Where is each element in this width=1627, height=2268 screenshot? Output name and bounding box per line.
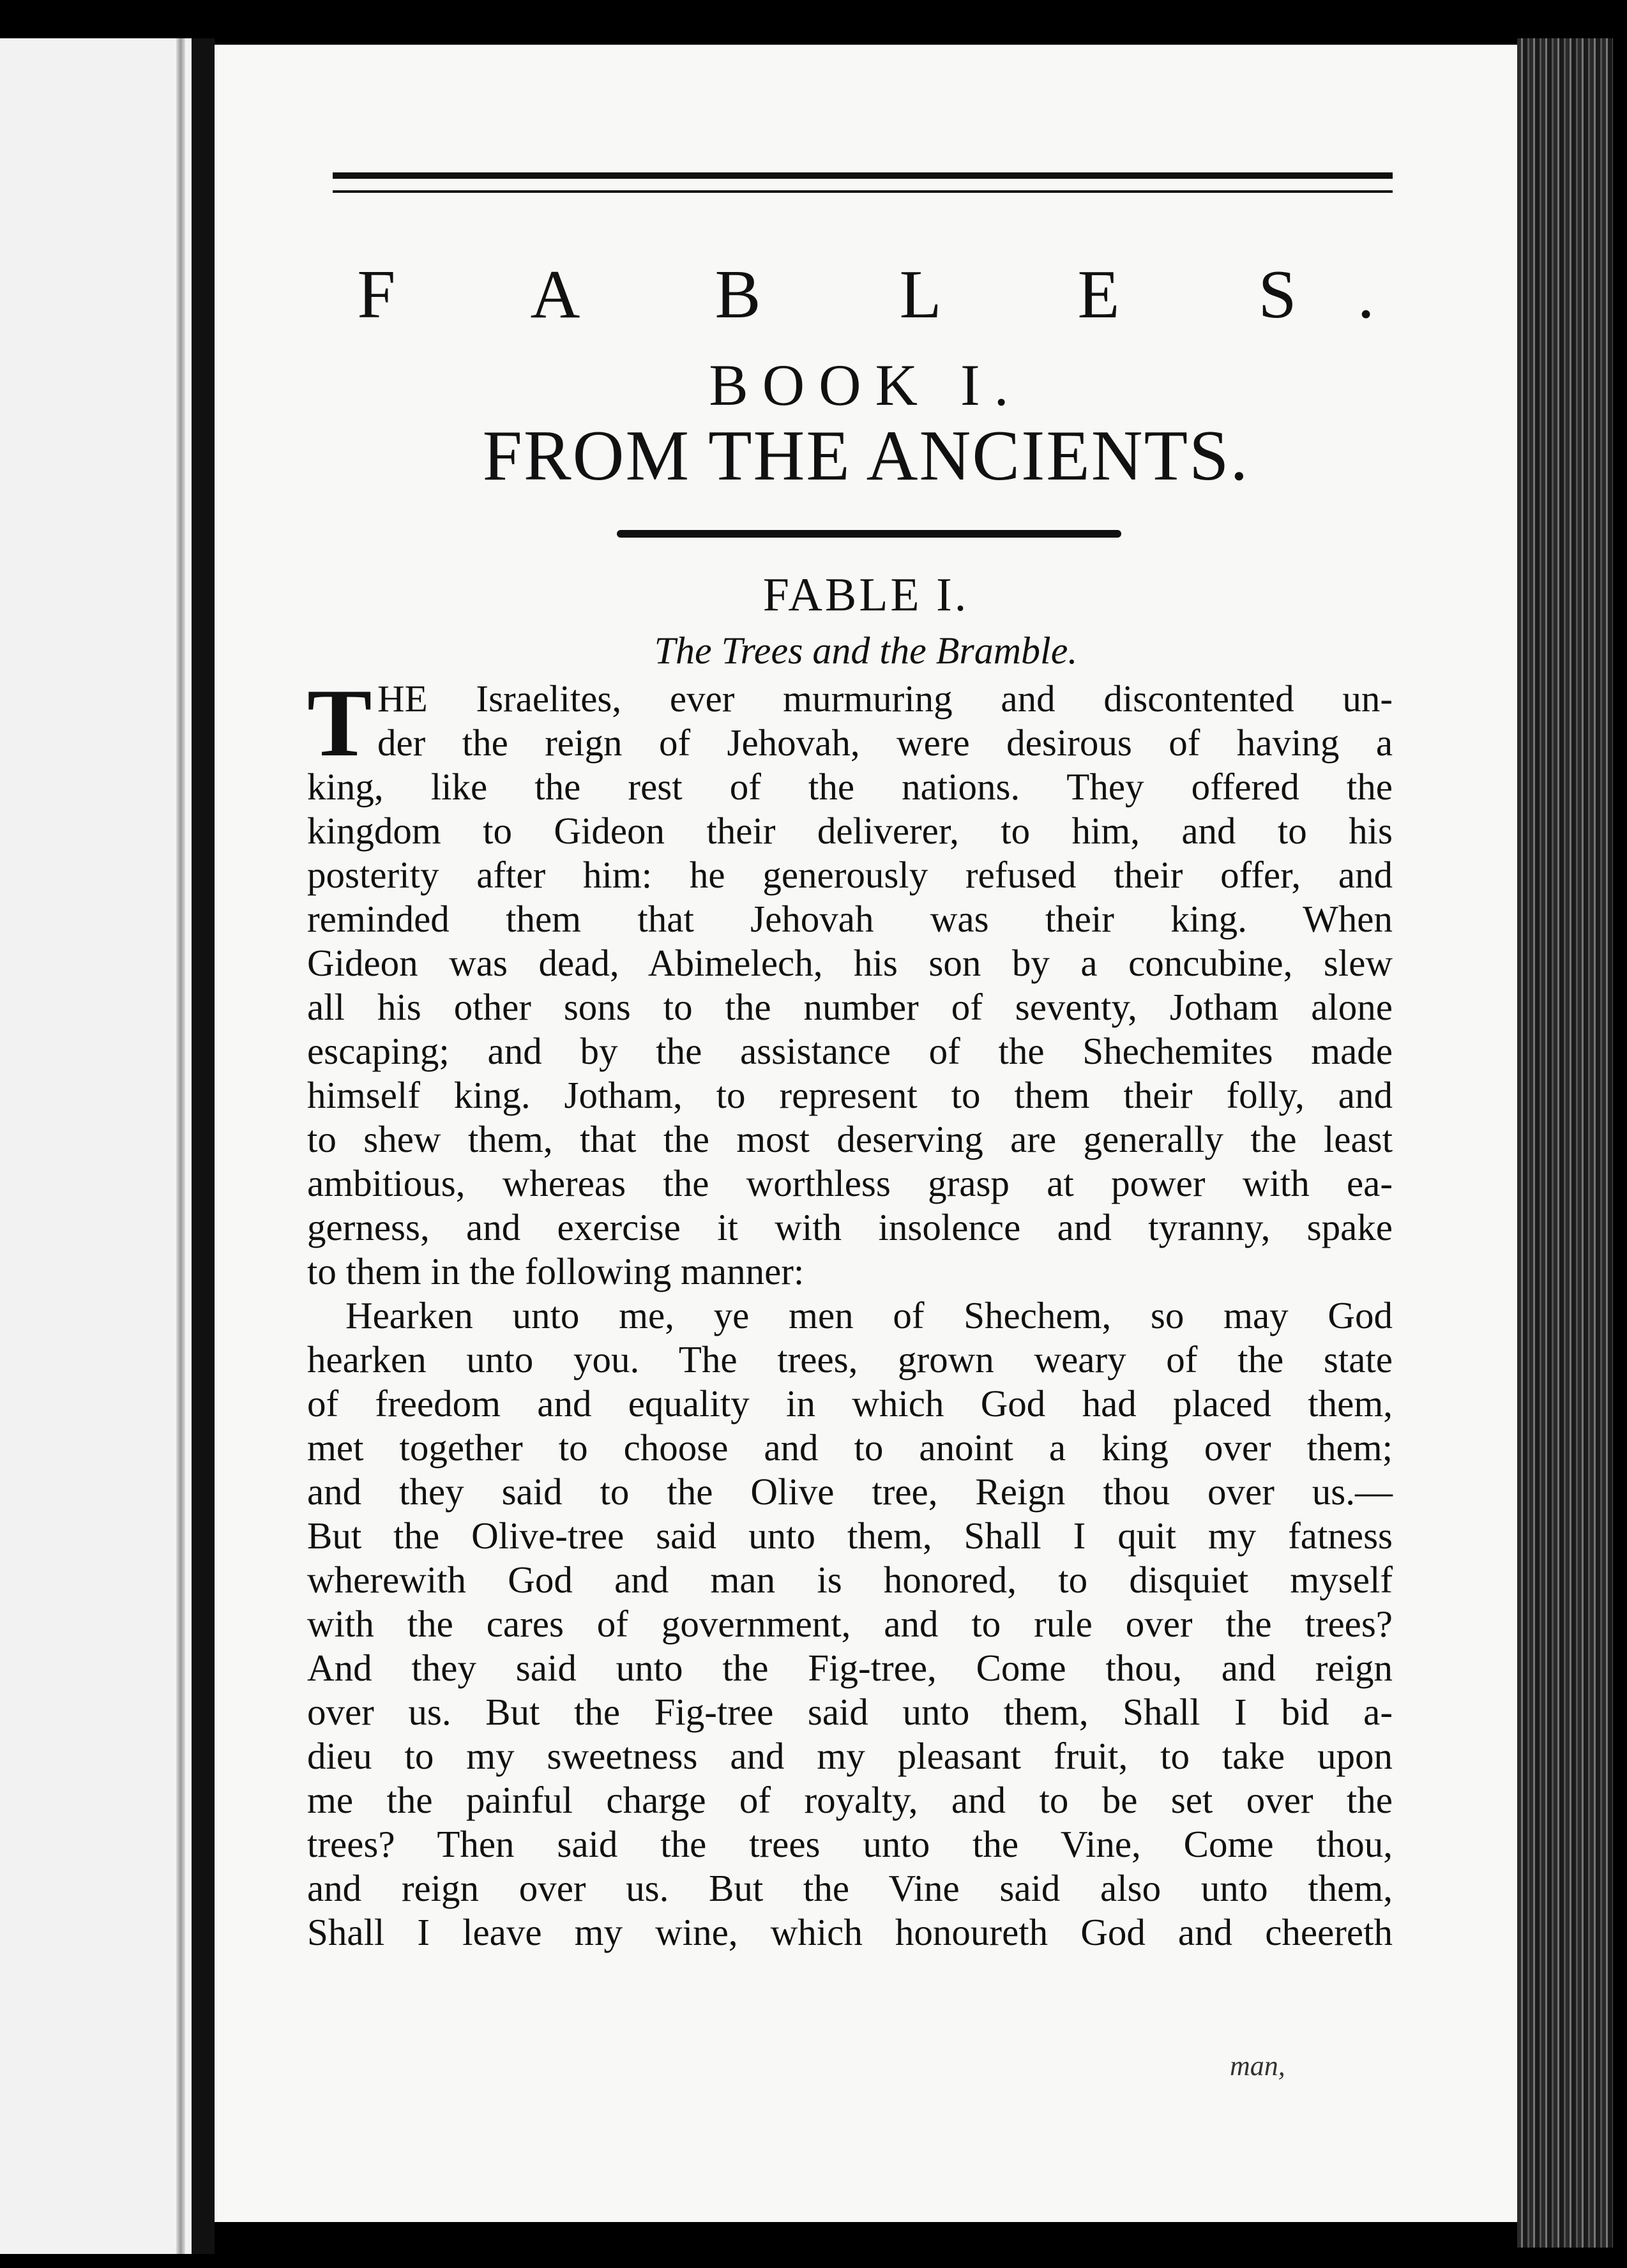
text-line: escaping; and by the assistance of the Shechemites made bbox=[307, 1030, 1393, 1072]
text-line: der the reign of Jehovah, were desirous of having a bbox=[377, 722, 1393, 764]
drop-cap: T bbox=[307, 669, 372, 776]
text-line: himself king. Jotham, to represent to them their folly, and bbox=[307, 1074, 1393, 1116]
text-line: and they said to the Olive tree, Reign thou over us.— bbox=[307, 1470, 1393, 1513]
text-line: reminded them that Jehovah was their king. When bbox=[307, 898, 1393, 940]
fable-title: The Trees and the Bramble. bbox=[654, 630, 1078, 672]
text-line: all his other sons to the number of seventy, Jotham alone bbox=[307, 986, 1393, 1028]
text-line: And they said unto the Fig-tree, Come thou, and reign bbox=[307, 1647, 1393, 1689]
opening-paragraph-lead bbox=[307, 669, 1393, 776]
fable-body bbox=[307, 669, 1393, 1954]
text-line: and reign over us. But the Vine said also unto them, bbox=[307, 1867, 1393, 1909]
text-line: Hearken unto me, ye men of Shechem, so may God bbox=[345, 1294, 1393, 1336]
top-double-rule bbox=[333, 172, 1393, 193]
fable-number: FABLE I. bbox=[762, 569, 969, 621]
text-line: to shew them, that the most deserving are generally the least bbox=[307, 1118, 1393, 1160]
text-line: Shall I leave my wine, which honoureth God and cheereth bbox=[307, 1911, 1393, 1953]
text-line: Gideon was dead, Abimelech, his son by a concubine, slew bbox=[307, 942, 1393, 984]
heading-rule bbox=[617, 530, 1121, 538]
book-heading: BOOK I. bbox=[709, 352, 1023, 418]
text-line: hearken unto you. The trees, grown weary of the state bbox=[307, 1338, 1393, 1380]
text-line: met together to choose and to anoint a king over them; bbox=[307, 1426, 1393, 1469]
text-line: posterity after him: he generously refused their offer, and bbox=[307, 854, 1393, 896]
text-line: But the Olive-tree said unto them, Shall I quit my fatness bbox=[307, 1515, 1393, 1557]
text-line: kingdom to Gideon their deliverer, to him, and to his bbox=[307, 810, 1393, 852]
text-line: of freedom and equality in which God had placed them, bbox=[307, 1382, 1393, 1425]
gutter bbox=[195, 38, 215, 2254]
text-line: wherewith God and man is honored, to disquiet myself bbox=[307, 1559, 1393, 1601]
text-line: dieu to my sweetness and my pleasant fruit, to take upon bbox=[307, 1735, 1393, 1777]
fore-edge bbox=[1517, 38, 1613, 2248]
text-line: gerness, and exercise it with insolence and tyranny, spake bbox=[307, 1206, 1393, 1248]
text-line: over us. But the Fig-tree said unto them, Shall I bid a- bbox=[307, 1691, 1393, 1733]
catchword: man, bbox=[1230, 2050, 1285, 2082]
text-line: ambitious, whereas the worthless grasp at power with ea- bbox=[307, 1162, 1393, 1204]
page-title: F A B L E S. bbox=[357, 257, 1435, 333]
text-line: to them in the following manner: bbox=[307, 1250, 805, 1292]
text-line: king, like the rest of the nations. They offered the bbox=[307, 766, 1393, 808]
text-line: with the cares of government, and to rule over the trees? bbox=[307, 1603, 1393, 1645]
text-line: me the painful charge of royalty, and to be set over the bbox=[307, 1779, 1393, 1821]
left-page bbox=[0, 38, 195, 2254]
right-page bbox=[215, 45, 1517, 2222]
text-line: HE Israelites, ever murmuring and discontented un- bbox=[377, 677, 1393, 720]
text-line: trees? Then said the trees unto the Vine, Come thou, bbox=[307, 1823, 1393, 1865]
section-heading: FROM THE ANCIENTS. bbox=[482, 416, 1250, 495]
